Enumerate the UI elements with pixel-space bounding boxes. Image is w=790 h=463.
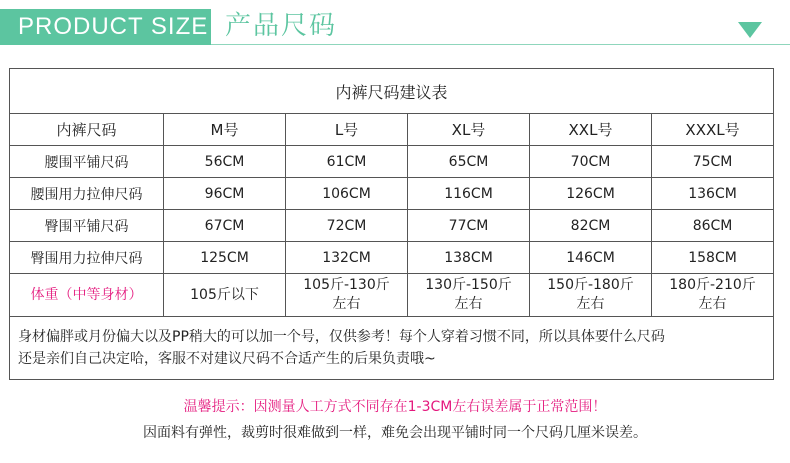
measurement-tip: 温馨提示：因测量人工方式不同存在1-3CM左右误差属于正常范围！ <box>183 399 607 415</box>
weight-cell <box>164 274 286 317</box>
table-cell: 138CM <box>408 242 530 274</box>
header-cell: XXXL号 <box>652 114 774 146</box>
table-cell: 67CM <box>164 210 286 242</box>
weight-range: 130斤-150斤 <box>425 277 512 293</box>
size-chart-table <box>9 68 774 380</box>
table-row <box>10 146 774 178</box>
table-cell: 70CM <box>530 146 652 178</box>
header-cell: M号 <box>164 114 286 146</box>
table-cell: 146CM <box>530 242 652 274</box>
weight-range: 180斤-210斤 <box>669 277 756 293</box>
note-line: 身材偏胖或月份偏大以及PP稍大的可以加一个号，仅供参考！每个人穿着习惯不同，所以具体要什么尺码 <box>18 329 665 345</box>
row-label: 腰围用力拉伸尺码 <box>10 178 164 210</box>
weight-cell <box>286 274 408 317</box>
weight-approx: 左右 <box>332 296 361 312</box>
header-cell: 内裤尺码 <box>10 114 164 146</box>
table-cell: 65CM <box>408 146 530 178</box>
triangle-down-icon <box>738 22 762 38</box>
table-cell: 158CM <box>652 242 774 274</box>
table-header-row <box>10 114 774 146</box>
table-cell: 77CM <box>408 210 530 242</box>
table-title: 内裤尺码建议表 <box>10 69 774 114</box>
product-size-label: PRODUCT SIZE <box>0 9 211 45</box>
row-label: 腰围平铺尺码 <box>10 146 164 178</box>
table-cell: 132CM <box>286 242 408 274</box>
table-row <box>10 242 774 274</box>
table-cell: 75CM <box>652 146 774 178</box>
weight-range: 150斤-180斤 <box>547 277 634 293</box>
row-label: 臀围平铺尺码 <box>10 210 164 242</box>
table-cell: 72CM <box>286 210 408 242</box>
fabric-elasticity-note: 因面料有弹性，裁剪时很难做到一样，难免会出现平铺时同一个尺码几厘米误差。 <box>143 425 647 441</box>
note-line: 还是亲们自己决定哈，客服不对建议尺码不合适产生的后果负责哦~ <box>18 351 436 367</box>
header-cell: XL号 <box>408 114 530 146</box>
table-row <box>10 210 774 242</box>
table-cell: 106CM <box>286 178 408 210</box>
banner-divider <box>211 44 790 45</box>
weight-approx: 左右 <box>454 296 483 312</box>
header-cell: L号 <box>286 114 408 146</box>
table-cell: 82CM <box>530 210 652 242</box>
weight-cell <box>652 274 774 317</box>
row-label: 臀围用力拉伸尺码 <box>10 242 164 274</box>
weight-cell <box>408 274 530 317</box>
weight-row <box>10 274 774 317</box>
weight-cell <box>530 274 652 317</box>
weight-approx: 左右 <box>698 296 727 312</box>
size-advice-note <box>10 317 774 380</box>
table-cell: 125CM <box>164 242 286 274</box>
table-cell: 61CM <box>286 146 408 178</box>
weight-approx: 左右 <box>576 296 605 312</box>
weight-range: 105斤-130斤 <box>303 277 390 293</box>
weight-range: 105斤以下 <box>190 286 259 303</box>
note-row <box>10 317 774 380</box>
weight-row-label: 体重（中等身材） <box>10 274 164 317</box>
table-cell: 86CM <box>652 210 774 242</box>
table-cell: 136CM <box>652 178 774 210</box>
table-cell: 116CM <box>408 178 530 210</box>
section-banner <box>0 0 790 52</box>
header-cell: XXL号 <box>530 114 652 146</box>
table-cell: 126CM <box>530 178 652 210</box>
table-cell: 56CM <box>164 146 286 178</box>
product-size-chinese-title: 产品尺码 <box>225 11 338 41</box>
table-cell: 96CM <box>164 178 286 210</box>
table-row <box>10 178 774 210</box>
